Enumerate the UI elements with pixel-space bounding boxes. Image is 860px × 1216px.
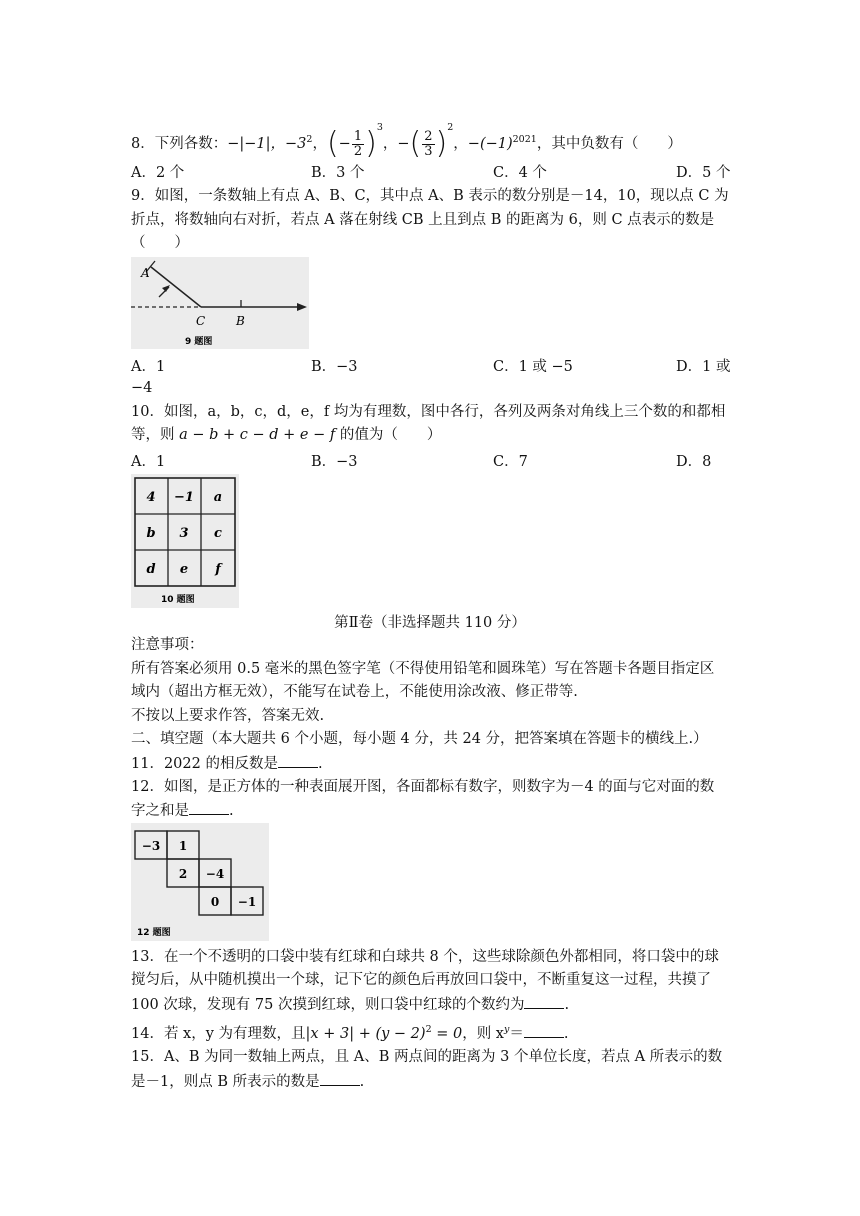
- net-cell: 1: [178, 839, 188, 853]
- grid-cell: c: [214, 526, 222, 541]
- q9-option-c: C．1 或 −5: [493, 359, 573, 375]
- grid-cell: b: [146, 526, 156, 541]
- net-cell: 2: [178, 867, 188, 881]
- label-a: A: [141, 266, 150, 280]
- q8-frac1-num: 1: [353, 128, 363, 144]
- label-b: B: [236, 314, 245, 328]
- notice-label: 注意事项：: [131, 637, 204, 653]
- q10-caption: 10 题图: [161, 595, 195, 605]
- q8-sep3: ，: [453, 136, 468, 152]
- answer-blank: [189, 800, 229, 815]
- notice-line-3: 不按以上要求作答，答案无效.: [131, 708, 325, 724]
- q8-options: [131, 161, 729, 181]
- q14-equals: = 0: [431, 1025, 463, 1042]
- notice-line-1: 所有答案必须用 0.5 毫米的黑色签字笔（不得使用铅笔和圆珠笔）写在答题卡各题目指定区: [131, 661, 715, 677]
- q12-caption: 12 题图: [137, 928, 171, 938]
- q8-left-paren-2: (: [409, 126, 422, 161]
- q8-frac1: [352, 130, 364, 159]
- q8-right-paren: ): [365, 126, 377, 161]
- q11-line: [131, 753, 323, 774]
- q9-caption: 9 题图: [185, 337, 213, 347]
- q14-tail: ＝: [509, 1025, 524, 1042]
- grid-cell: −1: [174, 490, 194, 505]
- number-line-figure: [131, 257, 309, 349]
- arrow-head-icon: [297, 303, 307, 311]
- q10-option-a: A．1: [131, 454, 166, 470]
- q9-option-d-cont: −4: [131, 380, 153, 396]
- q15-line-2: [131, 1071, 364, 1092]
- grid-cell: d: [146, 562, 156, 577]
- label-c: C: [196, 314, 206, 328]
- q10-expression: a − b + c − d + e − f: [179, 427, 336, 443]
- part-2-title: 第Ⅱ卷（非选择题共 110 分）: [334, 615, 526, 631]
- q8-frac2: [422, 130, 434, 159]
- q9-options: [131, 355, 729, 375]
- q8-suffix: ，其中负数有（ ）: [536, 136, 682, 152]
- q8-right-paren-2: ): [435, 126, 448, 161]
- q14-line: [131, 1020, 568, 1044]
- q15-line-2-suffix: .: [359, 1074, 365, 1090]
- q9-option-b: B．−3: [311, 359, 358, 375]
- notice-line-2: 域内（超出方框无效），不能写在试卷上，不能使用涂改液、修正带等.: [131, 684, 578, 700]
- q8-sep2: ，−: [382, 136, 410, 152]
- q13-line-3-suffix: .: [564, 997, 570, 1013]
- q14-prefix: 14．若 x，y 为有理数，且: [131, 1025, 306, 1042]
- q8-sep1: ，: [312, 136, 327, 152]
- fold-arrowhead-icon: [162, 285, 170, 292]
- q10-option-c: C．7: [493, 454, 528, 470]
- q8-neg-pow-base: −(−1): [467, 136, 513, 152]
- q9-line-1: 9．如图，一条数轴上有点 A、B、C，其中点 A、B 表示的数分别是－14，10，现以点 C 为: [131, 188, 729, 204]
- q10-line-2-prefix: 等，则: [131, 427, 180, 443]
- answer-blank: [278, 753, 318, 768]
- q8-pow-expr: −3: [285, 136, 307, 152]
- q8-option-c: C．4 个: [493, 165, 547, 181]
- q8-pow-exp: 2: [306, 134, 313, 146]
- net-cell: −1: [237, 895, 257, 909]
- q14-mid: ，则 x: [462, 1025, 504, 1042]
- q8-frac2-num: 2: [424, 128, 433, 144]
- grid-cell: 3: [179, 526, 189, 541]
- q13-line-3-prefix: 100 次球，发现有 75 次摸到红球，则口袋中红球的个数约为: [131, 997, 525, 1013]
- q9-line-3: （ ）: [131, 235, 189, 251]
- q14-exponent: 2: [425, 1024, 432, 1035]
- q13-line-2: 搅匀后，从中随机摸出一个球，记下它的颜色后再放回口袋中，不断重复这一过程，共摸了: [131, 972, 711, 988]
- q8-frac1-exp: 3: [376, 122, 383, 133]
- grid-cell: 4: [146, 490, 156, 505]
- question-8-stem: [131, 118, 682, 159]
- net-cell: 0: [210, 895, 220, 909]
- answer-blank: [524, 1023, 564, 1038]
- q13-line-1: 13．在一个不透明的口袋中装有红球和白球共 8 个，这些球除颜色外都相同，将口袋中的球: [131, 949, 719, 965]
- net-cell: −3: [141, 839, 161, 853]
- q8-frac1-sign: −: [338, 136, 351, 152]
- q12-line-2: [131, 800, 234, 821]
- net-cell: −4: [205, 867, 225, 881]
- q11-suffix: .: [317, 756, 323, 772]
- q12-line-2-prefix: 字之和是: [131, 803, 189, 819]
- q8-option-d: D．5 个: [676, 165, 731, 181]
- q9-line-2: 折点，将数轴向右对折，若点 A 落在射线 CB 上且到点 B 的距离为 6，则 C 点表示的数是: [131, 212, 715, 228]
- q8-neg-pow-exp: 2021: [512, 134, 537, 146]
- q15-line-2-prefix: 是－1，则点 B 所表示的数是: [131, 1074, 320, 1090]
- q12-line-1: 12．如图，是正方体的一种表面展开图，各面都标有数字，则数字为－4 的面与它对面的数: [131, 779, 715, 795]
- grid-cell: f: [215, 562, 221, 577]
- q10-line-2-suffix: 的值为（ ）: [335, 427, 442, 443]
- q13-line-3: [131, 994, 569, 1015]
- q9-option-a: A．1: [131, 359, 166, 375]
- q8-option-b: B．3 个: [311, 165, 365, 181]
- q14-expression: |x + 3| + (y − 2): [305, 1025, 426, 1042]
- q9-option-d: D．1 或: [676, 359, 731, 375]
- q8-frac1-den: 2: [353, 143, 363, 159]
- q15-line-1: 15．A、B 为同一数轴上两点，且 A、B 两点间的距离为 3 个单位长度，若点 A 所表示的数: [131, 1049, 723, 1065]
- q10-figure: [131, 474, 239, 608]
- answer-blank: [524, 994, 564, 1009]
- q8-prefix: 8．下列各数：: [131, 136, 228, 152]
- q8-abs-expr: −|−1|，: [227, 136, 286, 152]
- grid-cell: a: [213, 490, 223, 505]
- q9-figure: [131, 257, 309, 349]
- answer-blank: [320, 1071, 360, 1086]
- q14-mid-exponent: y: [504, 1024, 510, 1035]
- magic-square-figure: [131, 474, 239, 608]
- q12-line-2-suffix: .: [229, 803, 234, 819]
- q10-option-b: B．−3: [311, 454, 358, 470]
- q10-line-2: [131, 425, 441, 445]
- grid-cell: e: [179, 562, 189, 577]
- section-heading: 二、填空题（本大题共 6 个小题，每小题 4 分，共 24 分，把答案填在答题卡的横线上.）: [131, 731, 708, 747]
- cube-net-figure: [131, 823, 269, 941]
- q8-option-a: A．2 个: [131, 165, 185, 181]
- folded-segment: [151, 267, 201, 307]
- q14-suffix: .: [563, 1025, 569, 1042]
- q12-figure: [131, 823, 269, 941]
- q11-prefix: 11．2022 的相反数是: [131, 756, 278, 772]
- q10-option-d: D．8: [676, 454, 712, 470]
- q10-options: [131, 450, 729, 470]
- q8-frac2-exp: 2: [447, 122, 454, 133]
- q8-left-paren: (: [326, 126, 339, 161]
- q8-frac2-den: 3: [424, 143, 433, 159]
- q10-line-1: 10．如图，a，b，c，d，e，f 均为有理数，图中各行，各列及两条对角线上三个数的和都相: [131, 404, 726, 420]
